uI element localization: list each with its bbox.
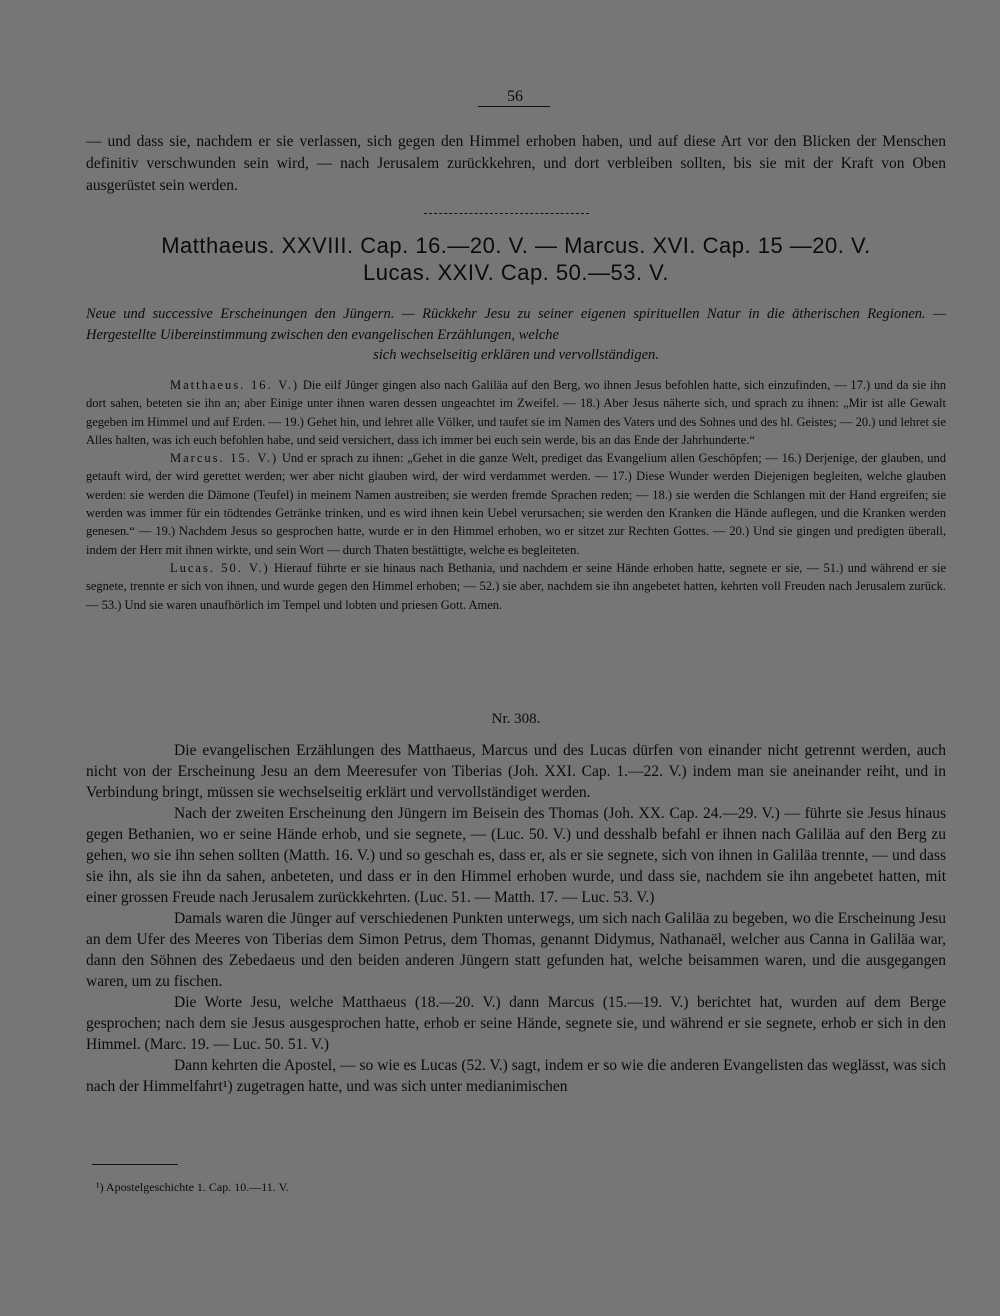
body-paragraph: Dann kehrten die Apostel, — so wie es Lucas (52. V.) sagt, indem er so wie die anderen Evangelisten das weglässt, was sich nach der Himmelfahrt¹) zugetragen hatte, und was sich unter medianimischen xyxy=(86,1057,946,1095)
footnote: ¹) Apostelgeschichte 1. Cap. 10.—11. V. xyxy=(96,1180,289,1194)
chapter-heading-line-2: Lucas. XXIV. Cap. 50.—53. V. xyxy=(363,260,669,285)
chapter-summary xyxy=(86,304,946,366)
body-paragraph: Nach der zweiten Erscheinung den Jüngern im Beisein des Thomas (Joh. XX. Cap. 24.—29. V.) — führte sie Jesus hinaus gegen Bethanien, wo er seine Hände erhob, und sie segnete, — (Luc. 50. V.) und desshalb befahl er ihnen nach Galiläa auf den Berg zu gehen, wo sie ihn sehen sollten (Matth. 16. V.) und so geschah es, dass er, als er sie segnete, sich von ihnen in Galiläa trennte, — und dass sie ihn, als sie ihn da sahen, anbeteten, und dass er in den Himmel erhoben wurde, und dass sie, nachdem sie ihn angebetet hatten, mit einer grossen Freude nach Jerusalem zurückkehrten. (Luc. 51. — Matth. 17. — Luc. 53. V.) xyxy=(86,805,946,906)
summary-main: Neue und successive Erscheinungen den Jüngern. — Rückkehr Jesu zu seiner eigenen spirituellen Natur in die ätherischen Regionen. — Hergestellte Uibereinstimmung zwischen den evangelischen Erzählungen, welche xyxy=(86,306,946,343)
verse-label: Lucas. 50. V.) xyxy=(170,560,270,575)
verse-label: Marcus. 15. V.) xyxy=(170,451,279,466)
verse-paragraph-marcus xyxy=(86,449,946,559)
verse-text: Die eilf Jünger gingen also nach Galiläa auf den Berg, wo ihnen Jesus befohlen hatte, sich einzufinden, — 17.) und da sie ihn dort sahen, beteten sie ihn an; aber Einige unter ihnen waren dessen ungeachtet im Zweifel. — 18.) Aber Jesus näherte sich, und sprach zu ihnen: „Mir ist alle Gewalt gegeben im Himmel und auf Erden. — 19.) Gehet hin, und lehret alle Völker, und taufet sie im Namen des Vaters und des Sohnes und des hl. Geistes; — 20.) und lehret sie Alles halten, was ich euch befohlen habe, und seid versichert, dass ich immer bei euch sein werde, bis an das Ende der Jahrhunderte.“ xyxy=(86,378,947,447)
section-number: Nr. 308. xyxy=(491,711,541,727)
gospel-verses xyxy=(86,376,946,614)
summary-last-line: sich wechselseitig erklären und vervollständigen. xyxy=(373,347,659,363)
verse-text: Hierauf führte er sie hinaus nach Bethania, und nachdem er seine Hände erhoben hatte, segnete er sie, — 51.) und während er sie segnete, trennte er sich von ihnen, und wurde gegen den Himmel erhoben; — 52.) sie aber, nachdem sie ihn angebetet hatten, kehrten voll Freuden nach Jerusalem zurück. — 53.) Und sie waren unaufhörlich im Tempel und lobten und priesen Gott. Amen. xyxy=(86,560,946,612)
verse-paragraph-lucas xyxy=(86,559,946,614)
page-number-rule xyxy=(478,106,550,107)
section-separator xyxy=(424,213,589,214)
verse-text: Und er sprach zu ihnen: „Gehet in die ganze Welt, prediget das Evangelium allen Geschöpfen; — 16.) Derjenige, der glauben, und getauft wird, der wird gerettet werden; wer aber nicht glauben wird, der wird verdammet werden. — 17.) Diese Wunder werden Diejenigen begleiten, welche glauben werden: sie werden die Dämone (Teufel) in meinem Namen austreiben; sie werden fremde Sprachen reden; — 18.) sie werden die Schlangen mit der Hand ergreifen; sie werden was immer für ein tödtendes Getränke trinken, und es wird ihnen kein Uebel verursachen; sie werden den Kranken die Hände auflegen, und die Kranken werden genesen.“ — 19.) Nachdem Jesus so gesprochen hatte, wurde er in den Himmel erhoben, wo er sitzet zur Rechten Gottes. — 20.) Und sie gingen und predigten überall, indem der Herr mit ihnen wirkte, und sein Wort — durch Thaten bestättigte, welche es begleiteten. xyxy=(86,451,946,557)
commentary-body xyxy=(86,740,946,1097)
page-number: 56 xyxy=(507,88,523,105)
chapter-heading-line-1: Matthaeus. XXVIII. Cap. 16.—20. V. — Marcus. XVI. Cap. 15 —20. V. xyxy=(161,233,871,258)
footnote-rule xyxy=(92,1164,178,1165)
body-paragraph: Die evangelischen Erzählungen des Matthaeus, Marcus und des Lucas dürfen von einander nicht getrennt werden, auch nicht von der Erscheinung Jesu an dem Meeresufer von Tiberias (Joh. XXI. Cap. 1.—22. V.) indem man sie aneinander reiht, und in Verbindung bringt, müssen sie wechselseitig erklärt und vervollständiget werden. xyxy=(86,742,946,801)
body-paragraph: Die Worte Jesu, welche Matthaeus (18.—20. V.) dann Marcus (15.—19. V.) berichtet hat, wurden auf dem Berge gesprochen; nach dem sie Jesus ausgesprochen hatte, erhob er seine Hände, segnete sie, und während er sie segnete, erhob er sich in den Himmel. (Marc. 19. — Luc. 50. 51. V.) xyxy=(86,994,946,1053)
verse-label: Matthaeus. 16. V.) xyxy=(170,378,299,392)
intro-paragraph: — und dass sie, nachdem er sie verlassen, sich gegen den Himmel erhoben haben, und auf diese Art vor den Blicken der Menschen definitiv verschwunden sein wird, — nach Jerusalem zurückkehren, und dort verbleiben sollten, bis sie mit der Kraft von Oben ausgerüstet sein werden. xyxy=(86,133,946,194)
body-paragraph: Damals waren die Jünger auf verschiedenen Punkten unterwegs, um sich nach Galiläa zu begeben, wo die Erscheinung Jesu an dem Ufer des Meeres von Tiberias dem Simon Petrus, dem Thomas, genannt Didymus, Nathanaël, welcher aus Canna in Galiläa war, dann den Söhnen des Zebedaeus und den beiden anderen Jüngern statt gefunden hat, welche beisammen waren, und die ausgegangen waren, um zu fischen. xyxy=(86,910,946,990)
verse-paragraph-matthaeus xyxy=(86,376,946,449)
